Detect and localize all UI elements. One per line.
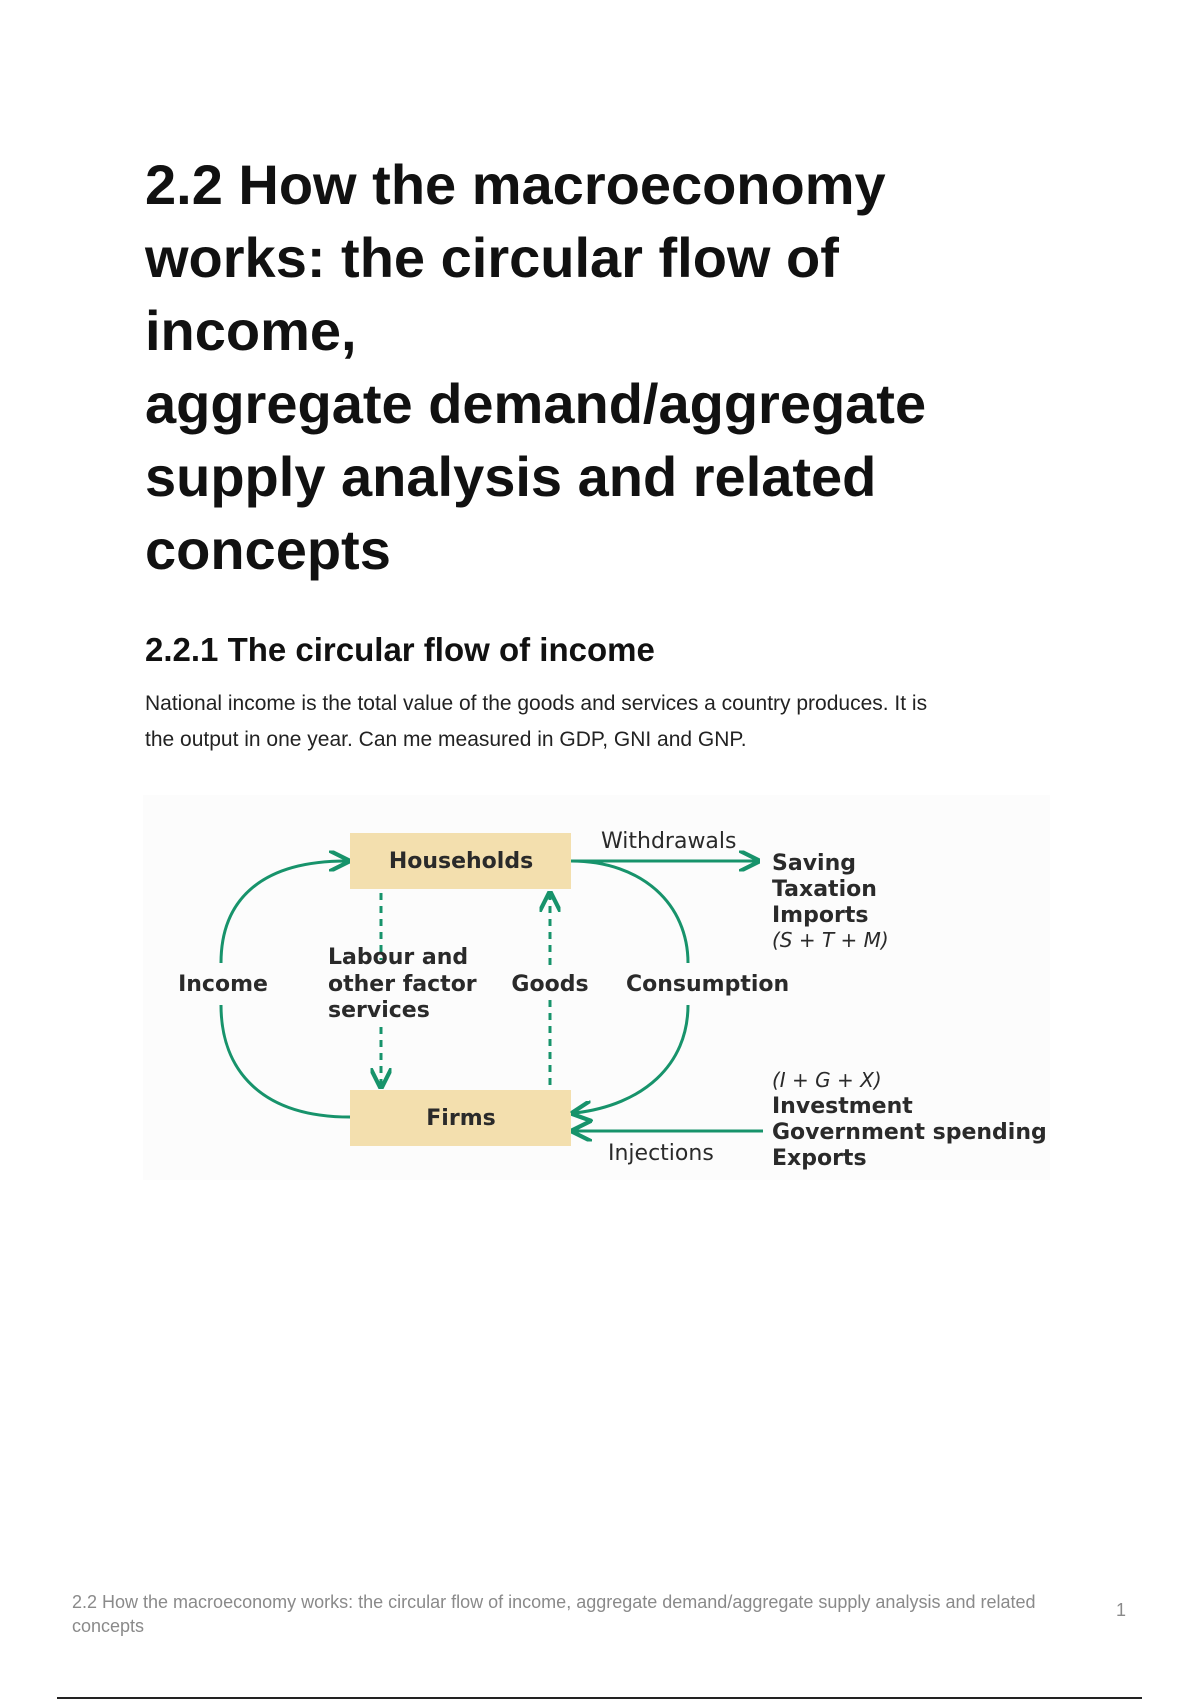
paragraph-line: National income is the total value of the goods and services a country produces. It is: [145, 692, 928, 715]
title-line: works: the circular flow of: [145, 226, 839, 289]
injection-item: Exports: [772, 1146, 867, 1171]
withdrawal-item: Taxation: [772, 877, 877, 902]
injection-formula: (I + G + X): [772, 1068, 882, 1092]
injection-item: Government spending: [772, 1120, 1047, 1145]
labour-label: services: [328, 998, 430, 1023]
withdrawal-formula: (S + T + M): [772, 928, 889, 952]
withdrawal-item: Saving: [772, 851, 856, 876]
title-line: supply analysis and related: [145, 445, 877, 508]
labour-label: Labour and: [328, 945, 469, 970]
footer-divider: [57, 1697, 1142, 1699]
consumption-arrow-bottom: [575, 1005, 688, 1113]
injection-item: Investment: [772, 1094, 913, 1119]
withdrawals-label: Withdrawals: [601, 829, 737, 854]
consumption-label: Consumption: [626, 972, 790, 997]
page-number: 1: [1116, 1600, 1127, 1620]
income-label: Income: [178, 972, 268, 997]
page-title: [145, 148, 1045, 586]
goods-label: Goods: [511, 972, 589, 997]
body-paragraph: [145, 686, 1075, 758]
injections-label: Injections: [608, 1141, 714, 1166]
labour-label: other factor: [328, 972, 477, 997]
title-line: concepts: [145, 518, 391, 581]
title-line: 2.2 How the macroeconomy: [145, 153, 886, 216]
households-label: Households: [388, 849, 534, 874]
withdrawal-item: Imports: [772, 903, 869, 928]
title-line: income,: [145, 299, 357, 362]
section-heading: 2.2.1 The circular flow of income: [145, 631, 655, 668]
consumption-arrow-top: [571, 861, 688, 963]
circular-flow-diagram: [143, 795, 1050, 1180]
title-line: aggregate demand/aggregate: [145, 372, 927, 435]
firms-label: Firms: [426, 1106, 496, 1131]
running-footer: 2.2 How the macroeconomy works: the circular flow of income, aggregate demand/aggregate supply analysis and related concepts: [72, 1592, 1036, 1636]
paragraph-line: the output in one year. Can me measured in GDP, GNI and GNP.: [145, 728, 747, 751]
